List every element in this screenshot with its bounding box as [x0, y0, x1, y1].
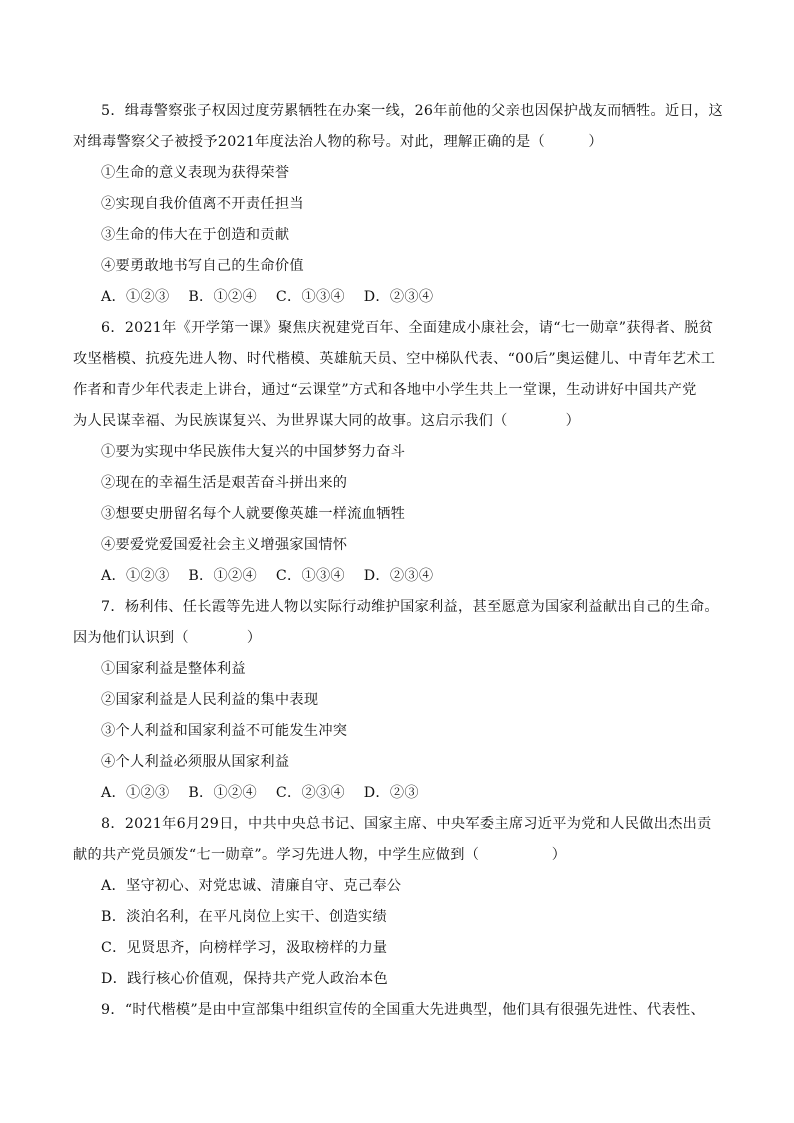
question-stem: 对缉毒警察父子被授予2021年度法治人物的称号。对此，理解正确的是（ ）	[73, 134, 603, 150]
choice-d: D．②③④	[363, 289, 434, 305]
question-stem: 作者和青少年代表走上讲台，通过“云课堂”方式和各地中小学生共上一堂课，生动讲好中国共产党	[73, 382, 697, 398]
statement-option: ④要爱党爱国爱社会主义增强家国情怀	[101, 537, 348, 553]
question-stem: 8．2021年6月29日，中共中央总书记、国家主席、中央军委主席习近平为党和人民做出杰出贡	[101, 816, 712, 832]
choice-a: A．①②③	[101, 568, 170, 584]
statement-option: ④要勇敢地书写自己的生命价值	[101, 258, 304, 274]
statement-option: ①生命的意义表现为获得荣誉	[101, 165, 290, 181]
question-stem: 9．“时代楷模”是由中宣部集中组织宣传的全国重大先进典型，他们具有很强先进性、代表性、	[101, 1002, 705, 1018]
choice-b: B．①②④	[188, 785, 257, 801]
answer-option-b: B．淡泊名利，在平凡岗位上实干、创造实绩	[101, 909, 387, 925]
statement-option: ①国家利益是整体利益	[101, 661, 246, 677]
statement-option: ③想要史册留名每个人就要像英雄一样流血牺牲	[101, 506, 406, 522]
question-stem: 为人民谋幸福、为民族谋复兴、为世界谋大同的故事。这启示我们（ ）	[73, 413, 581, 429]
question-9	[73, 995, 723, 1026]
statement-option: ②国家利益是人民利益的集中表现	[101, 692, 319, 708]
choice-c: C．①③④	[275, 568, 345, 584]
choice-a: A．①②③	[101, 785, 170, 801]
question-8	[73, 809, 723, 995]
question-stem: 5．缉毒警察张子权因过度劳累牺牲在办案一线，26年前他的父亲也因保护战友而牺牲。近日，这	[101, 103, 723, 119]
question-stem: 攻坚楷模、抗疫先进人物、时代楷模、英雄航天员、空中梯队代表、“00后”奥运健儿、中青年艺术工	[73, 351, 716, 367]
choice-b: B．①②④	[188, 289, 257, 305]
statement-option: ②实现自我价值离不开责任担当	[101, 196, 304, 212]
statement-option: ②现在的幸福生活是艰苦奋斗拼出来的	[101, 475, 348, 491]
choice-d: D．②③	[363, 785, 419, 801]
exam-page	[73, 96, 723, 1026]
choice-c: C．②③④	[275, 785, 345, 801]
question-stem: 献的共产党员颁发“七一勋章”。学习先进人物，中学生应做到（ ）	[73, 847, 567, 863]
statement-option: ③个人利益和国家利益不可能发生冲突	[101, 723, 348, 739]
answer-option-c: C．见贤思齐，向榜样学习，汲取榜样的力量	[101, 940, 388, 956]
statement-option: ③生命的伟大在于创造和贡献	[101, 227, 290, 243]
choice-c: C．①③④	[275, 289, 345, 305]
choice-b: B．①②④	[188, 568, 257, 584]
choice-a: A．①②③	[101, 289, 170, 305]
answer-choices	[73, 561, 723, 592]
question-stem: 因为他们认识到（ ）	[73, 630, 262, 646]
question-6	[73, 313, 723, 592]
question-stem: 6．2021年《开学第一课》聚焦庆祝建党百年、全面建成小康社会，请“七一勋章”获得者、脱贫	[101, 320, 714, 336]
answer-choices	[73, 282, 723, 313]
statement-option: ①要为实现中华民族伟大复兴的中国梦努力奋斗	[101, 444, 406, 460]
statement-option: ④个人利益必须服从国家利益	[101, 754, 290, 770]
answer-choices	[73, 778, 723, 809]
answer-option-a: A．坚守初心、对党忠诚、清廉自守、克己奉公	[101, 878, 402, 894]
question-7	[73, 592, 723, 809]
question-stem: 7．杨利伟、任长霞等先进人物以实际行动维护国家利益，甚至愿意为国家利益献出自己的生命。	[101, 599, 719, 615]
answer-option-d: D．践行核心价值观，保持共产党人政治本色	[101, 971, 388, 987]
choice-d: D．②③④	[363, 568, 434, 584]
question-5	[73, 96, 723, 313]
